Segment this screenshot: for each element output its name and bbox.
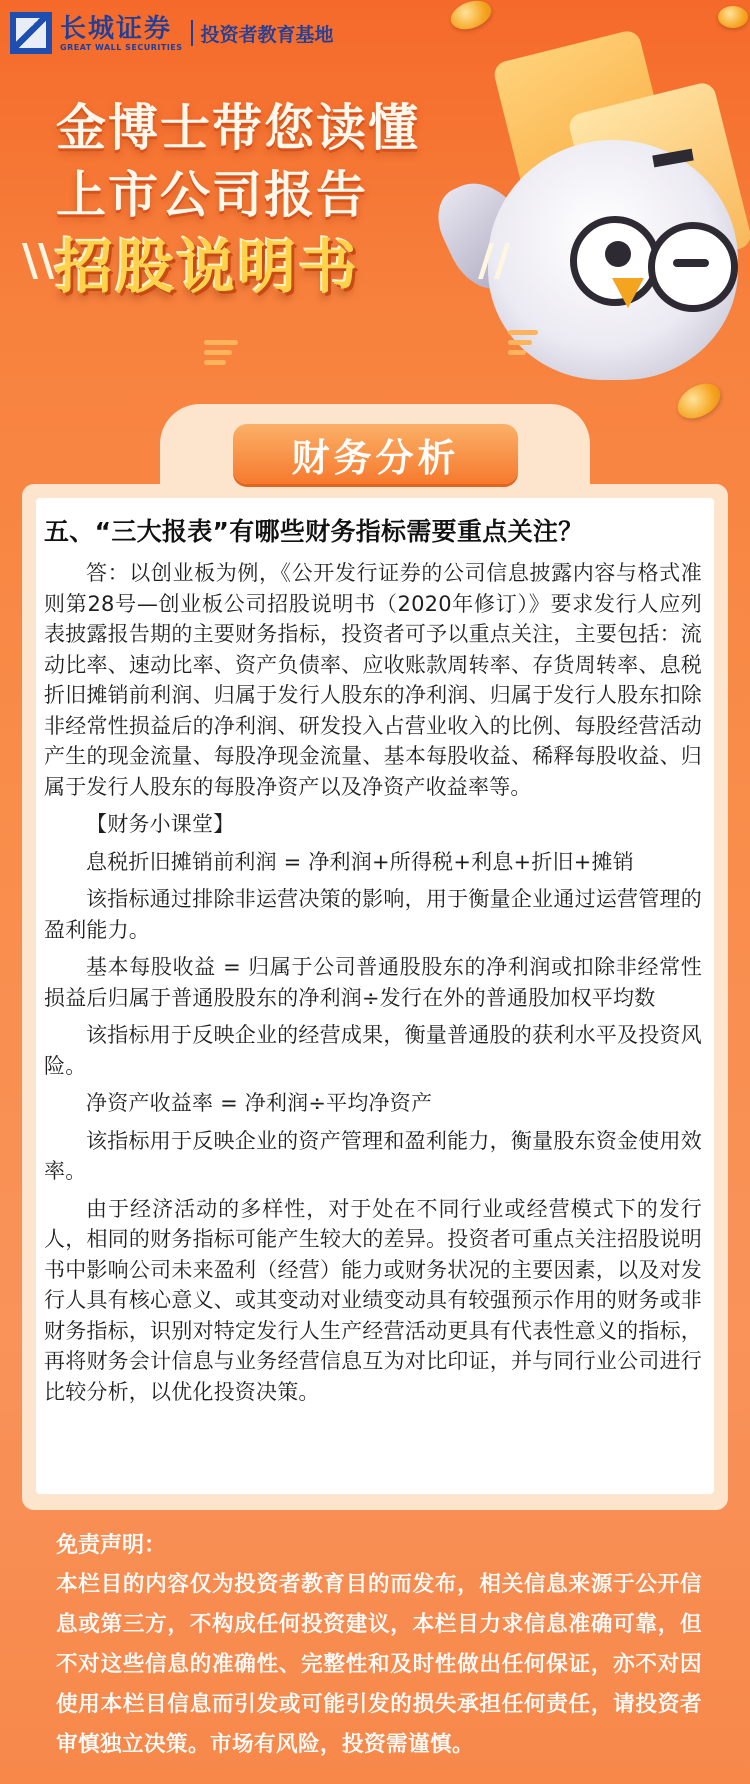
owl-beak-icon <box>612 278 644 308</box>
brand-name-cn: 长城证券 <box>60 13 173 44</box>
dash-decoration-right <box>508 330 538 355</box>
owl-right-eye-icon <box>648 222 738 312</box>
article-paragraph: 该指标用于反映企业的经营成果，衡量普通股的获利水平及投资风险。 <box>44 1023 702 1078</box>
disclaimer-title: 免责声明： <box>56 1533 167 1558</box>
slash-right-icon: // <box>478 235 511 286</box>
article-formula: 基本每股收益 = 归属于公司普通股股东的净利润或扣除非经常性损益后归属于普通股股东的净利润÷发行在外的普通股加权平均数 <box>44 955 702 1010</box>
brand-tagline: 投资者教育基地 <box>200 23 334 46</box>
content-card <box>36 498 714 1494</box>
article-paragraph: 由于经济活动的多样性，对于处在不同行业或经营模式下的发行人，相同的财务指标可能产生较大的差异。投资者可重点关注招股说明书中影响公司未来盈利（经营）能力或财务状况的主要因素，以及对发行人具有核心意义、或其变动对业绩变动具有较强预示作用的财务或非财务指标，识别对特定发行人生产经营活动更具有代表性意义的指标，再将财务会计信息与业务经营信息互为对比印证，并与同行业公司进行比较分析，以优化投资决策。 <box>44 1196 702 1404</box>
article-paragraph: 答：以创业板为例，《公开发行证券的公司信息披露内容与格式准则第28号—创业板公司招股说明书（2020年修订）》要求发行人应列表披露报告期的主要财务指标，投资者可予以重点关注，主要包括：流动比率、速动比率、资产负债率、应收账款周转率、存货周转率、息税折旧摊销前利润、归属于发行人股东的净利润、归属于发行人股东扣除非经常性损益后的净利润、研发投入占营业收入的比例、每股经营活动产生的现金流量、每股净现金流量、基本每股收益、稀释每股收益、归属于发行人股东的每股净资产以及净资产收益率等。 <box>44 561 702 799</box>
section-tab: 财务分析 <box>233 424 518 484</box>
great-wall-logo-icon <box>10 12 52 54</box>
brand-divider <box>191 20 193 46</box>
brand-header <box>10 12 334 54</box>
article-formula: 净资产收益率 = 净利润÷平均净资产 <box>86 1091 433 1115</box>
coin-icon <box>672 377 727 426</box>
slash-left-icon: \\ <box>22 235 55 286</box>
disclaimer <box>56 1528 702 1765</box>
article-subheading: 【财务小课堂】 <box>86 812 235 836</box>
banner-title-line1: 金博士带您读懂 <box>56 99 420 157</box>
dash-decoration-left <box>204 340 238 365</box>
coin-icon <box>447 0 495 34</box>
disclaimer-body: 本栏目的内容仅为投资者教育目的而发布，相关信息来源于公开信息或第三方，不构成任何投资建议，本栏目力求信息准确可靠，但不对这些信息的准确性、完整性和及时性做出任何保证，亦不对因使用本栏目信息而引发或可能引发的损失承担任何责任，请投资者审慎独立决策。市场有风险，投资需谨慎。 <box>56 1572 702 1757</box>
brand-name-en: GREAT WALL SECURITIES <box>60 42 183 52</box>
article-paragraph: 该指标通过排除非运营决策的影响，用于衡量企业通过运营管理的盈利能力。 <box>44 887 702 942</box>
article-heading: 五、“三大报表”有哪些财务指标需要重点关注？ <box>44 517 584 546</box>
banner-title-line3: 招股说明书 <box>55 233 361 301</box>
coin-icon <box>718 6 748 28</box>
banner-title-line2: 上市公司报告 <box>56 166 368 224</box>
article-formula: 息税折旧摊销前利润 = 净利润+所得税+利息+折旧+摊销 <box>86 849 634 874</box>
article-paragraph: 该指标用于反映企业的资产管理和盈利能力，衡量股东资金使用效率。 <box>44 1128 702 1183</box>
brand-name <box>60 15 183 52</box>
